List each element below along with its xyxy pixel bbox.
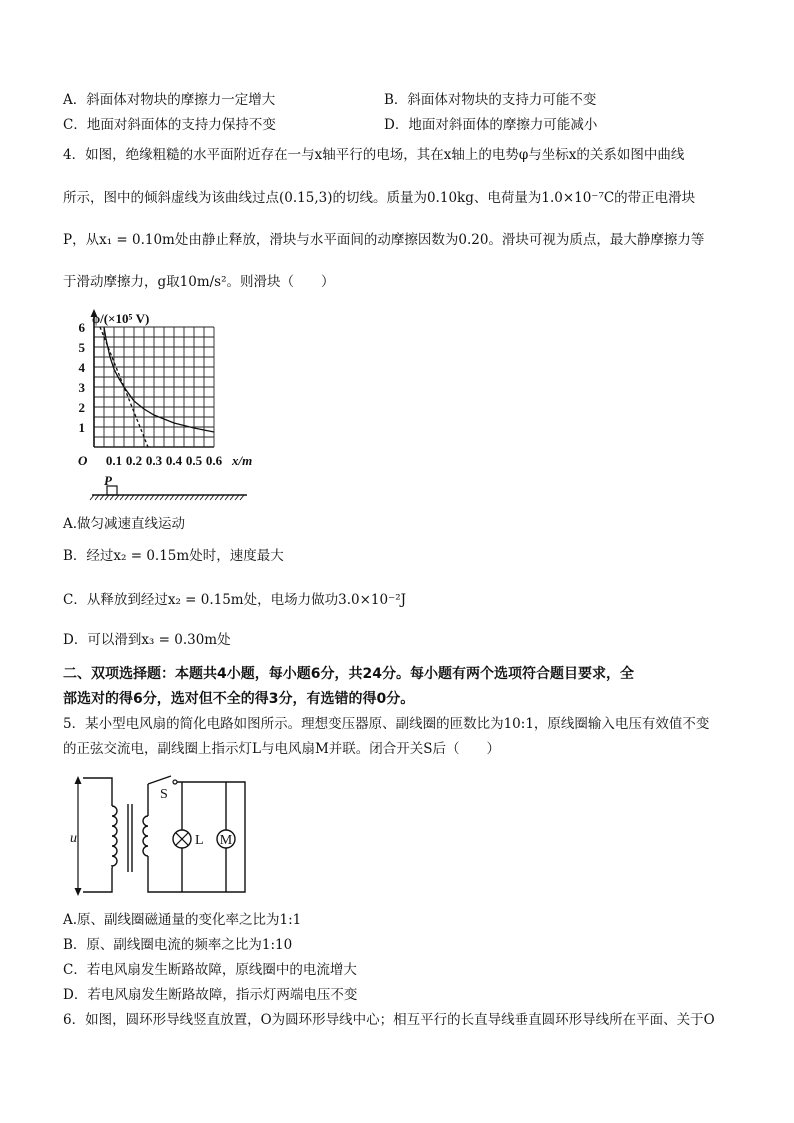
hatch-mark bbox=[90, 495, 94, 500]
hatch-mark bbox=[145, 495, 149, 500]
hatch-mark bbox=[210, 495, 214, 500]
hatch-mark bbox=[205, 495, 209, 500]
primary-coil bbox=[112, 806, 117, 868]
hatch-mark bbox=[120, 495, 124, 500]
y-tick-labels bbox=[79, 320, 86, 435]
q4-option-a: A.做匀减速直线运动 bbox=[63, 516, 186, 532]
hatch-mark bbox=[100, 495, 104, 500]
primary-top-wire bbox=[83, 778, 112, 806]
hatch-mark bbox=[95, 495, 99, 500]
q4-stem-line-4: 于滑动摩擦力，g取10m/s²。则滑块（ ） bbox=[63, 274, 335, 290]
y-axis-label: φ/(×10⁵ V) bbox=[92, 311, 150, 326]
hatch-mark bbox=[175, 495, 179, 500]
slider-p-label: P bbox=[104, 473, 112, 488]
hatch-mark bbox=[155, 495, 159, 500]
switch-s bbox=[148, 776, 171, 784]
x-axis-label: x/m bbox=[232, 453, 253, 468]
q4-option-d: D．可以滑到x₃ = 0.30m处 bbox=[63, 632, 231, 648]
q5-option-b: B．原、副线圈电流的频率之比为1:10 bbox=[63, 937, 293, 953]
hatch-mark bbox=[240, 495, 244, 500]
q5-stem-line-2: 的正弦交流电，副线圈上指示灯L与电风扇M并联。闭合开关S后（ ） bbox=[63, 741, 501, 757]
section-2-heading-line-2: 部选对的得6分，选对但不全的得3分，有选错的得0分。 bbox=[63, 691, 415, 707]
hatch-mark bbox=[125, 495, 129, 500]
y-tick-label: 6 bbox=[78, 320, 85, 335]
q5-option-c: C．若电风扇发生断路故障，原线圈中的电流增大 bbox=[63, 962, 357, 978]
primary-bottom-wire bbox=[83, 868, 112, 892]
y-tick-label: 4 bbox=[78, 360, 85, 375]
hatch-mark bbox=[170, 495, 174, 500]
q5-option-a: A.原、副线圈磁通量的变化率之比为1:1 bbox=[63, 912, 302, 928]
hatch-mark bbox=[165, 495, 169, 500]
x-tick-label: 0.1 bbox=[105, 453, 123, 468]
hatch-mark bbox=[220, 495, 224, 500]
q4-option-b: B．经过x₂ = 0.15m处时，速度最大 bbox=[63, 548, 284, 564]
x-tick-label: 0.2 bbox=[125, 453, 143, 468]
x-tick-label: 0.6 bbox=[205, 453, 223, 468]
hatch-mark bbox=[215, 495, 219, 500]
q4-stem-line-1: 4．如图，绝缘粗糙的水平面附近存在一与x轴平行的电场，其在x轴上的电势φ与坐标x的关系如图中曲线 bbox=[63, 147, 685, 163]
q4-option-c: C．从释放到经过x₂ = 0.15m处，电场力做功3.0×10⁻²J bbox=[63, 592, 407, 608]
q3-option-c: C．地面对斜面体的支持力保持不变 bbox=[63, 117, 276, 133]
q4-potential-chart bbox=[72, 305, 262, 505]
q6-stem-line-1: 6．如图，圆环形导线竖直放置，O为圆环形导线中心；相互平行的长直导线垂直圆环形导线所在平面、关于O bbox=[63, 1012, 715, 1028]
hatch-mark bbox=[135, 495, 139, 500]
hatch-mark bbox=[185, 495, 189, 500]
hatch-mark bbox=[190, 495, 194, 500]
hatch-mark bbox=[110, 495, 114, 500]
hatch-mark bbox=[115, 495, 119, 500]
hatch-mark bbox=[130, 495, 134, 500]
hatch-mark bbox=[200, 495, 204, 500]
x-tick-label: 0.4 bbox=[165, 453, 183, 468]
q3-option-b: B．斜面体对物块的支持力可能不变 bbox=[384, 92, 597, 108]
x-tick-label: 0.5 bbox=[185, 453, 203, 468]
hatch-mark bbox=[230, 495, 234, 500]
hatch-mark bbox=[225, 495, 229, 500]
x-tick-labels bbox=[106, 453, 223, 468]
hatch-mark bbox=[105, 495, 109, 500]
x-tick-label: 0.3 bbox=[145, 453, 163, 468]
hatch-mark bbox=[150, 495, 154, 500]
motor-label: M bbox=[219, 833, 233, 848]
origin-label: O bbox=[78, 453, 88, 468]
q3-option-d: D．地面对斜面体的摩擦力可能减小 bbox=[384, 117, 598, 133]
q5-stem-line-1: 5．某小型电风扇的简化电路如图所示。理想变压器原、副线圈的匝数比为10:1，原线圈输入电压有效值不变 bbox=[63, 716, 710, 732]
q4-stem-line-3: P，从x₁ = 0.10m处由静止释放，滑块与水平面间的动摩擦因数为0.20。滑块可视为质点，最大静摩擦力等 bbox=[63, 232, 705, 248]
secondary-coil bbox=[143, 816, 148, 856]
switch-s-label: S bbox=[160, 787, 168, 802]
lamp-label: L bbox=[195, 833, 204, 848]
q4-stem-line-2: 所示，图中的倾斜虚线为该曲线过点(0.15,3)的切线。质量为0.10kg、电荷量为1.0×10⁻⁷C的带正电滑块 bbox=[63, 190, 696, 206]
y-tick-label: 5 bbox=[78, 340, 85, 355]
hatch-mark bbox=[195, 495, 199, 500]
hatch-mark bbox=[160, 495, 164, 500]
hatch-mark bbox=[140, 495, 144, 500]
q5-circuit-diagram bbox=[65, 768, 255, 898]
hatch-mark bbox=[235, 495, 239, 500]
y-tick-label: 3 bbox=[78, 380, 85, 395]
hatch-mark bbox=[180, 495, 184, 500]
section-2-heading-line-1: 二、双项选择题：本题共4小题，每小题6分，共24分。每小题有两个选项符合题目要求，全 bbox=[63, 666, 634, 682]
input-voltage-label: u bbox=[70, 831, 77, 846]
y-tick-label: 1 bbox=[78, 420, 85, 435]
q3-option-a: A．斜面体对物块的摩擦力一定增大 bbox=[63, 92, 276, 108]
y-tick-label: 2 bbox=[78, 400, 85, 415]
ground-hatching bbox=[90, 495, 244, 500]
q5-option-d: D．若电风扇发生断路故障，指示灯两端电压不变 bbox=[63, 987, 358, 1003]
